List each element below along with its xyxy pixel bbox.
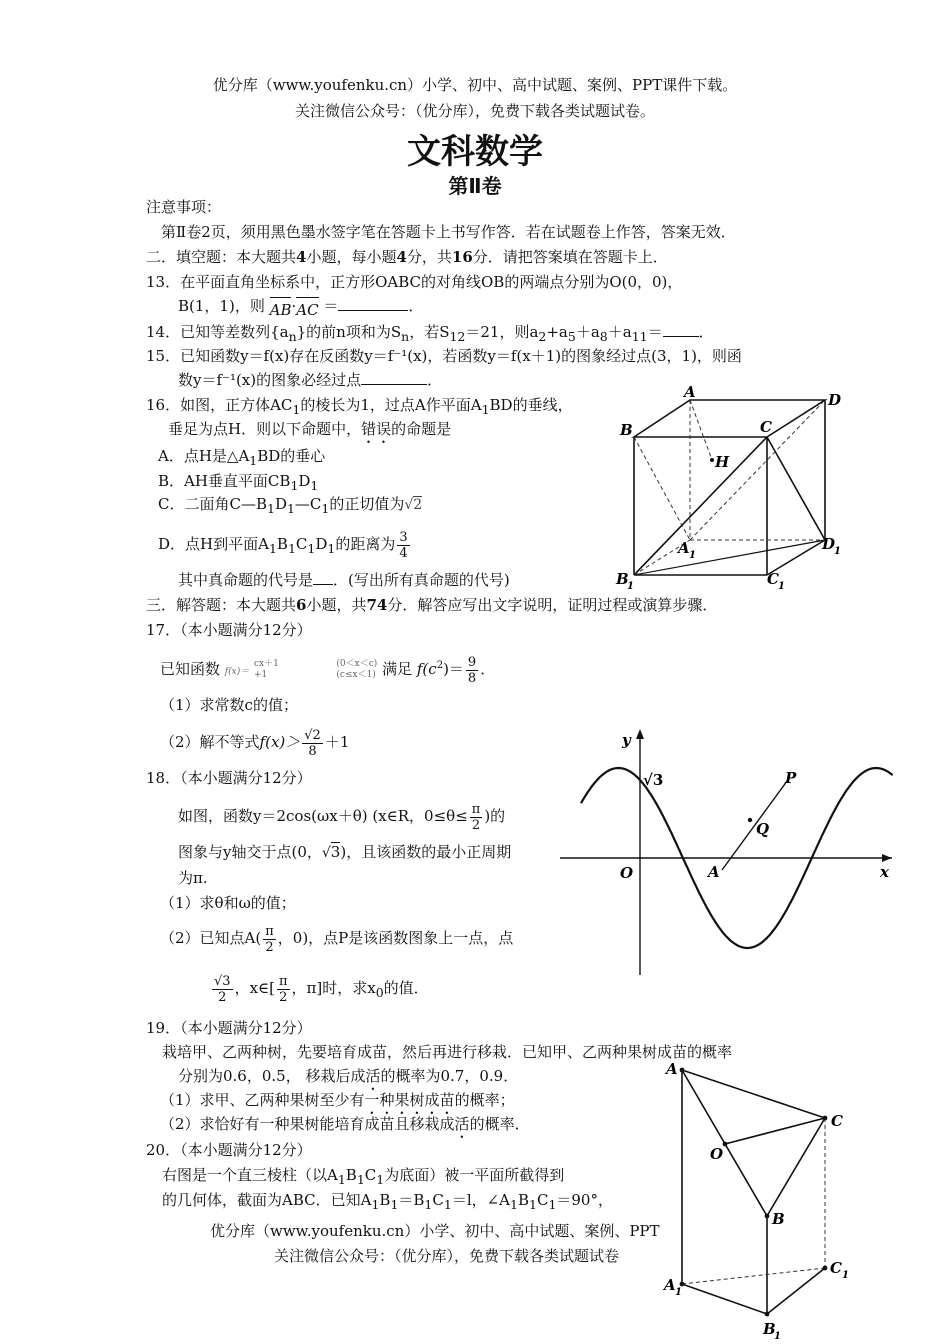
- label-d1-sub: 1: [834, 546, 841, 557]
- part3-heading: [146, 595, 717, 615]
- sqrt-icon: √: [321, 845, 331, 861]
- vertex-c-dot: [823, 1116, 828, 1121]
- prism-edge-a1b1: [682, 1284, 767, 1314]
- q16-a1: 16．如图，正方体AC: [146, 396, 293, 414]
- q16-optC4: 的正切值为: [329, 495, 405, 513]
- q16-optB2: D: [298, 472, 311, 490]
- q16-optD-num: 3: [399, 529, 408, 545]
- label-c1: C: [767, 570, 779, 588]
- q16-optB-sub1: 1: [290, 478, 299, 493]
- q14-a: 14．已知等差数列{a: [146, 323, 289, 341]
- q17-piece-1: cx＋1: [254, 659, 279, 669]
- prism-edge-ac: [682, 1070, 825, 1118]
- cosine-graph-figure: [560, 725, 895, 980]
- q19-s2b: 的概率．: [469, 1115, 530, 1133]
- q13-answer-blank[interactable]: [338, 310, 408, 311]
- q18-s2-num: π: [265, 923, 274, 939]
- q15-b: 数y＝f⁻¹(x)的图象必经过点: [178, 371, 362, 389]
- q19-s1-emphasis: 一种果树成苗: [364, 1091, 455, 1109]
- q17-conditions: [336, 659, 377, 681]
- q16-optD-fraction: [397, 530, 409, 561]
- q16-option-c: [158, 494, 422, 519]
- label-b1: B: [763, 1320, 776, 1338]
- label-c: C: [831, 1112, 843, 1130]
- q16-optD-s2: 1: [287, 541, 296, 556]
- q19-s1b: 的概率；: [454, 1091, 515, 1109]
- q19-s2a: （2）求恰好有一种果树能培育成苗且移栽成: [160, 1115, 455, 1133]
- label-a1: A: [664, 1276, 676, 1294]
- q20-line-2: [162, 1190, 613, 1215]
- part3-total: 74: [366, 596, 388, 614]
- q14-sub-n: n: [288, 329, 297, 344]
- q13-vector-ab: [270, 301, 292, 319]
- cube-hidden-ah: [690, 400, 712, 460]
- q19-b1: 分别为0.6，0.5， 移栽后成: [178, 1067, 366, 1085]
- part3-count: 6: [296, 596, 307, 614]
- q18-b-radicand: 3: [330, 843, 341, 861]
- q16-optD-s1: 1: [268, 541, 277, 556]
- q20-b7: C: [536, 1191, 549, 1209]
- q14-s8: 8: [599, 329, 608, 344]
- q17-sub-1: （1）求常数c的值；: [160, 696, 298, 714]
- q18-s3-num: √3: [214, 973, 231, 989]
- notice-text: 第Ⅱ卷2页，须用黑色墨水签字笔在答题卡上书写作答．若在试题卷上作答，答案无效．: [161, 223, 736, 241]
- q18-s3-num2: π: [278, 973, 288, 989]
- q18-a1: 如图，函数y＝2cos(ωx＋θ) (x∈R，0≤θ≤: [178, 807, 468, 825]
- q16-a-sub2: 1: [481, 402, 490, 417]
- q14-s11: 11: [631, 329, 648, 344]
- q20-b1: 的几何体，截面为ABC．已知A: [162, 1191, 372, 1209]
- q16-optA1: A．点H是△A: [158, 447, 250, 465]
- q19-heading: 19．（本小题满分12分）: [146, 1019, 312, 1037]
- q16-optB-sub2: 1: [310, 478, 319, 493]
- q16-option-d: [158, 524, 412, 564]
- vertex-a1-dot: [680, 1282, 685, 1287]
- q17-piece-2: +1: [254, 670, 268, 680]
- q13-dot: ·: [291, 297, 297, 315]
- q14-c: ，若S: [409, 323, 450, 341]
- label-d1: D: [822, 535, 836, 553]
- q18-s3-den: 2: [218, 989, 227, 1005]
- q18-line-3: 为π.: [178, 869, 208, 887]
- part2-total: 16: [451, 248, 473, 266]
- q20-a4: 为底面）被一平面所截得到: [384, 1166, 565, 1184]
- q18-s3b: ，π]时，求x: [291, 979, 376, 997]
- cube-figure: [600, 385, 850, 595]
- part2-count: 4: [296, 248, 307, 266]
- q14-d: ＝21，则a: [465, 323, 539, 341]
- label-a: A: [684, 383, 696, 401]
- q17-fc-end: ．: [480, 660, 496, 678]
- q20-b-s4: 1: [443, 1197, 452, 1212]
- q20-b-s5: 1: [510, 1197, 518, 1212]
- q17-line-1: [160, 646, 495, 686]
- q13-vector-ac: [296, 301, 318, 319]
- q18-sub-2-cont: [210, 968, 429, 1008]
- part2-mid1: 小题，每小题: [306, 248, 397, 266]
- q20-a2: B: [345, 1166, 357, 1184]
- q20-b2: B: [379, 1191, 391, 1209]
- q15-answer-blank[interactable]: [361, 384, 427, 385]
- q16-optC2: D: [274, 495, 287, 513]
- q18-a-num: π: [471, 801, 481, 817]
- prism-figure: [660, 1058, 860, 1340]
- q16-b2: 的命题是: [391, 420, 452, 438]
- q16-tail: [178, 570, 510, 590]
- q20-b8: ＝90°，: [556, 1191, 613, 1209]
- vertex-o-dot: [723, 1142, 728, 1147]
- q17-satisfies: 满足: [382, 660, 413, 678]
- q18-s2a: （2）已知点A(: [160, 929, 262, 947]
- q18-sub-2: [160, 918, 560, 958]
- label-a1-sub: 1: [675, 1287, 682, 1298]
- q18-b2: )，且该函数的最小正周期: [340, 843, 512, 861]
- q19-s2-emphasis: 活: [454, 1115, 470, 1133]
- cube-diag-cd1: [767, 437, 825, 540]
- q16-optC1: C．二面角C—B: [158, 495, 267, 513]
- q16-option-a: [158, 446, 325, 471]
- q18-s2-den: 2: [265, 939, 274, 955]
- label-c1-sub: 1: [842, 1270, 849, 1281]
- point-q-dot: [748, 818, 752, 822]
- q17-s2-fraction: [302, 728, 323, 759]
- q20-b5: ＝l，∠A: [451, 1191, 511, 1209]
- vertex-b-dot: [765, 1214, 770, 1219]
- q14-g: ＋a: [607, 323, 632, 341]
- part3-tail: 分．解答应写出文字说明，证明过程或演算步骤．: [387, 596, 718, 614]
- q14-h: ＝: [647, 323, 663, 341]
- header-line-1: 优分库（www.youfenku.cn）小学、初中、高中试题、案例、PPT课件下载。: [212, 76, 738, 94]
- q20-line-1: [162, 1165, 564, 1190]
- label-b1-sub: 1: [774, 1331, 781, 1342]
- q13-vec1: AB: [269, 301, 292, 319]
- q16-a3: BD的垂线，: [489, 396, 573, 414]
- q13-vec2: AC: [296, 301, 319, 319]
- q14-f: ＋a: [575, 323, 600, 341]
- q20-b-s6: 1: [529, 1197, 537, 1212]
- page-title: 文科数学: [407, 132, 543, 172]
- q20-b4: C: [432, 1191, 444, 1209]
- label-y: y: [622, 731, 631, 749]
- label-o: O: [620, 864, 634, 882]
- q16-optD3: C: [295, 535, 308, 553]
- q14-end: ．: [698, 323, 714, 341]
- q13-line-2: [178, 296, 423, 320]
- vertex-c1-dot: [823, 1266, 828, 1271]
- q16-a2: 的棱长为1，过点A作平面A: [300, 396, 482, 414]
- q18-s3-sub: 0: [375, 985, 384, 1000]
- q18-sub-1: （1）求θ和ω的值；: [160, 894, 296, 912]
- q17-fc-sup: 2: [436, 660, 444, 671]
- q18-b1: 图象与y轴交于点(0，: [178, 843, 322, 861]
- q18-line-1: [178, 796, 505, 836]
- q17-s2-num: √2: [304, 727, 321, 743]
- y-axis-arrow-icon: [636, 729, 644, 739]
- vertex-a-dot: [680, 1068, 685, 1073]
- q17-s2-end: ＋1: [324, 733, 350, 751]
- part2-heading: [146, 247, 668, 267]
- q14-line: [146, 322, 714, 347]
- q14-sub-n2: n: [401, 329, 410, 344]
- q18-s2b: ，0)，点P是该函数图象上一点，点: [277, 929, 514, 947]
- q18-a-den: 2: [471, 817, 481, 833]
- q13-end: ．: [408, 297, 424, 315]
- q16-optD-den: 4: [399, 545, 408, 561]
- q18-s3-fraction: [212, 974, 233, 1005]
- q16-answer-blank[interactable]: [313, 584, 333, 585]
- q17-fc-num: 9: [467, 654, 477, 670]
- q20-b-s1: 1: [371, 1197, 380, 1212]
- q16-optB1: B．AH垂直平面CB: [158, 472, 291, 490]
- q18-s3-fraction2: [277, 974, 290, 1005]
- q18-a-fraction: [470, 802, 483, 833]
- point-h-dot: [710, 458, 714, 462]
- q16-optD-s4: 1: [327, 541, 336, 556]
- q16-optD-s3: 1: [307, 541, 316, 556]
- q20-b-s2: 1: [390, 1197, 399, 1212]
- footer-line-2: 关注微信公众号：（优分库），免费下载各类试题试卷: [274, 1247, 620, 1265]
- label-a-point: A: [708, 863, 720, 881]
- q15-line-2: [178, 370, 442, 390]
- q19-b-emphasis: 活: [365, 1067, 381, 1085]
- q17-piecewise: [254, 659, 279, 681]
- q14-answer-blank[interactable]: [663, 336, 699, 337]
- prism-edge-cb: [767, 1118, 825, 1216]
- cube-hidden-ba1: [634, 437, 690, 540]
- q16-optC-s3: 1: [321, 501, 330, 516]
- label-a1: A: [678, 539, 690, 557]
- q16-b-emphasis: 错误: [361, 420, 392, 438]
- q18-heading: 18．（本小题满分12分）: [146, 769, 312, 787]
- label-c1: C: [830, 1259, 842, 1277]
- q20-b6: B: [517, 1191, 529, 1209]
- q17-fc: f(c: [416, 660, 437, 678]
- q16-a-sub: 1: [292, 402, 301, 417]
- q16-optD4: D: [315, 535, 328, 553]
- q16-b1: 垂足为点H．则以下命题中，: [168, 420, 362, 438]
- q16-optC3: —C: [294, 495, 322, 513]
- q14-e: +a: [546, 323, 568, 341]
- vertex-b1-dot: [765, 1312, 770, 1317]
- q17-a: 已知函数: [160, 660, 221, 678]
- q16-optD1: D．点H到平面A: [158, 535, 269, 553]
- q15-line-1: 15．已知函数y＝f(x)存在反函数y＝f⁻¹(x)，若函数y＝f(x＋1)的图象经过点(3，1)，则函: [146, 347, 742, 365]
- q15-end: ．: [427, 371, 443, 389]
- header-line-2: 关注微信公众号：（优分库），免费下载各类试题试卷。: [294, 102, 655, 120]
- label-b: B: [620, 421, 633, 439]
- q17-func: f(x)＝: [224, 667, 250, 677]
- page-subtitle: 第Ⅱ卷: [448, 174, 502, 198]
- q17-s2: （2）解不等式: [160, 733, 260, 751]
- q14-sub12: 12: [449, 329, 466, 344]
- label-h: H: [715, 453, 730, 471]
- q17-cond-1: (0＜x＜c): [336, 659, 378, 669]
- label-d: D: [828, 391, 842, 409]
- q13-text: B(1，1)，则: [178, 297, 265, 315]
- q20-b3: ＝B: [398, 1191, 425, 1209]
- part2-mid2: 分，共: [406, 248, 452, 266]
- q13-equals: ＝: [323, 297, 339, 315]
- sqrt-icon: √: [404, 497, 414, 513]
- label-q: Q: [756, 820, 770, 838]
- q16-tail2: ．(写出所有真命题的代号): [333, 571, 510, 589]
- part3-mid: 小题，共: [306, 596, 367, 614]
- q14-s5: 5: [567, 329, 576, 344]
- q19-s1a: （1）求甲、乙两种果树至少有: [160, 1091, 365, 1109]
- label-b1: B: [616, 570, 629, 588]
- q16-option-b: [158, 471, 318, 496]
- q17-cond-2: (c≤x＜1): [336, 670, 376, 680]
- label-c: C: [760, 418, 772, 436]
- q19-sub-2: [160, 1114, 530, 1142]
- q16-tail1: 其中真命题的代号是: [178, 571, 314, 589]
- part2-each: 4: [396, 248, 407, 266]
- q20-a-s3: 1: [376, 1172, 385, 1187]
- label-o: O: [710, 1145, 724, 1163]
- label-a1-sub: 1: [689, 550, 696, 561]
- q20-a-s2: 1: [356, 1172, 365, 1187]
- x-axis-arrow-icon: [882, 854, 892, 862]
- q16-optC-s2: 1: [286, 501, 295, 516]
- q20-heading: 20．（本小题满分12分）: [146, 1141, 312, 1159]
- label-sqrt3: √3: [643, 771, 664, 789]
- q16-optA2: BD的垂心: [257, 447, 326, 465]
- q16-line-1: [146, 395, 573, 420]
- q17-fc-fraction: [466, 655, 478, 686]
- label-a: A: [666, 1060, 678, 1078]
- q20-a-s1: 1: [337, 1172, 346, 1187]
- q19-b2: 的概率为0.7，0.9．: [380, 1067, 519, 1085]
- q14-b: }的前n项和为S: [296, 323, 402, 341]
- prism-edge-b1c1: [767, 1268, 825, 1314]
- q18-a2: )的: [484, 807, 506, 825]
- part2-tail: 分．请把答案填在答题卡上．: [472, 248, 668, 266]
- q16-optC-radicand: 2: [413, 497, 423, 513]
- q19-line-1: 栽培甲、乙两种树，先要培育成苗，然后再进行移栽．已知甲、乙两种果树成苗的概率: [162, 1043, 733, 1061]
- q20-a1: 右图是一个直三棱柱（以A: [162, 1166, 338, 1184]
- q16-optA-sub: 1: [249, 453, 258, 468]
- q17-sub-2: [160, 722, 349, 762]
- label-x: x: [880, 863, 889, 881]
- q18-s2-fraction: [263, 924, 276, 955]
- q17-s2-f: f(x)＞: [259, 733, 301, 751]
- prism-segment-oc: [725, 1118, 825, 1144]
- notice-label: 注意事项：: [146, 198, 222, 216]
- cube-hidden-a1d: [690, 400, 825, 540]
- q16-optC-s1: 1: [266, 501, 275, 516]
- cube-top-face: [634, 400, 825, 437]
- q18-s3-den2: 2: [279, 989, 288, 1005]
- q13-line-1: 13．在平面直角坐标系中，正方形OABC的对角线OB的两端点分别为O(0，0)，: [146, 273, 683, 291]
- q20-a3: C: [364, 1166, 377, 1184]
- label-c1-sub: 1: [778, 581, 785, 592]
- q20-b-s3: 1: [424, 1197, 433, 1212]
- q18-s3a: ，x∈[: [234, 979, 275, 997]
- label-b1-sub: 1: [627, 581, 634, 592]
- q14-s2: 2: [538, 329, 547, 344]
- q17-fc-den: 8: [467, 670, 477, 686]
- q18-line-2: [178, 842, 511, 863]
- q17-heading: 17．（本小题满分12分）: [146, 621, 312, 639]
- q16-optD2: B: [276, 535, 288, 553]
- footer-line-1: 优分库（www.youfenku.cn）小学、初中、高中试题、案例、PPT: [210, 1222, 660, 1240]
- part2-head-text: 二．填空题：本大题共: [146, 248, 297, 266]
- q17-fc2: )＝: [443, 660, 464, 678]
- prism-hidden-a1c1: [682, 1268, 825, 1284]
- label-b: B: [772, 1210, 785, 1228]
- q17-s2-den: 8: [308, 743, 317, 759]
- q16-optD5: 的距离为: [335, 535, 396, 553]
- label-p: P: [785, 769, 797, 787]
- q20-b-s7: 1: [548, 1197, 557, 1212]
- q18-s3c: 的值．: [383, 979, 429, 997]
- part3-head: 三．解答题：本大题共: [146, 596, 297, 614]
- q16-line-2: [168, 419, 451, 447]
